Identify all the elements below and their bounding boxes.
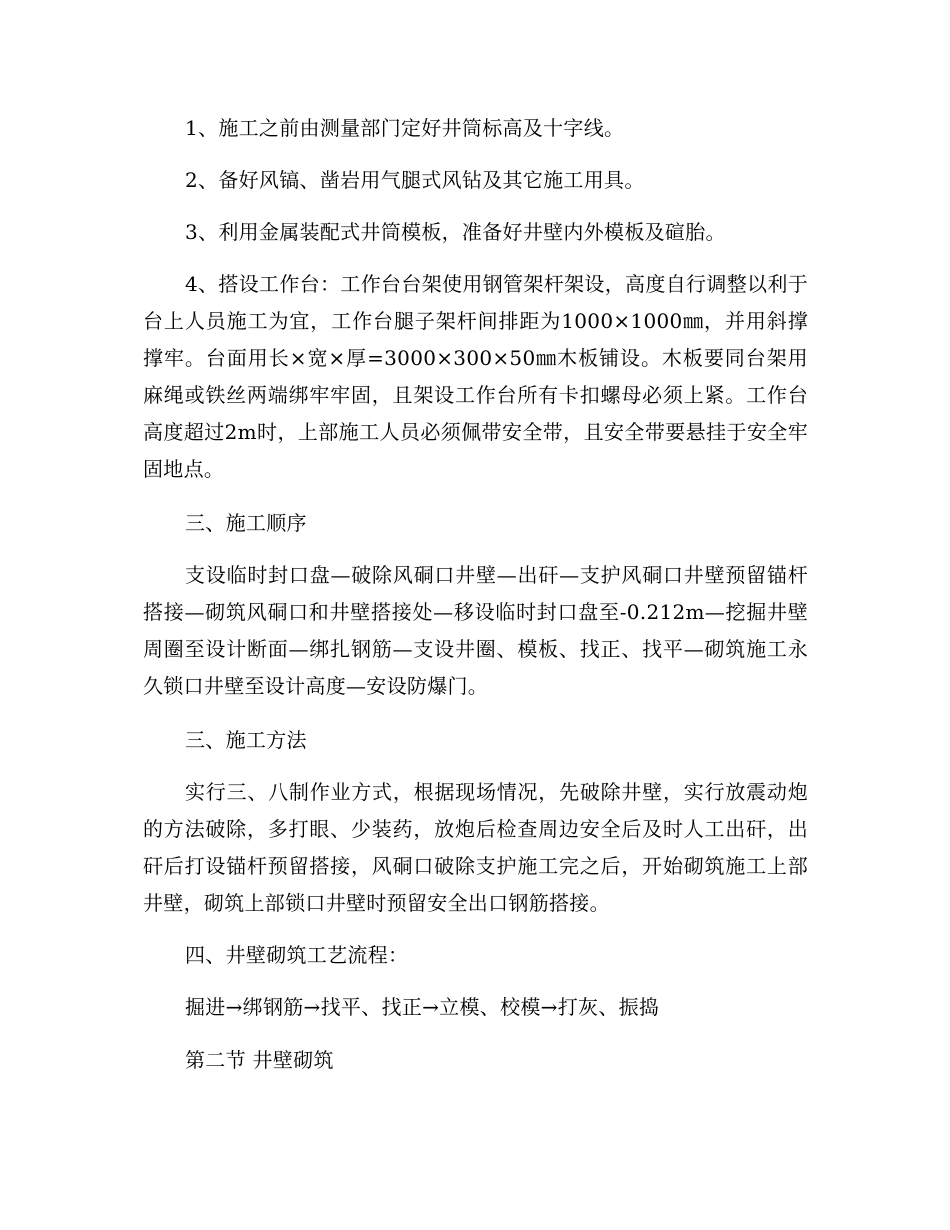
step-3-formwork-paragraph: 3、利用金属装配式井筒模板，准备好井壁内外模板及碹胎。: [185, 220, 726, 244]
construction-method-heading: 三、施工方法: [185, 728, 307, 752]
construction-sequence-heading: 三、施工顺序: [185, 511, 307, 535]
section-two-heading: 第二节 井壁砌筑: [185, 1048, 334, 1072]
construction-method-paragraph: 实行三、八制作业方式，根据现场情况，先破除井壁，实行放震动炮的方法破除，多打眼、少装药，放炮后检查周边安全后及时人工出矸，出矸后打设锚杆预留搭接，风硐口破除支护施工完之后，开始砌筑施工上部井壁，砌筑上部锁口井壁时预留安全出口钢筋搭接。: [143, 780, 808, 915]
construction-sequence-paragraph: 支设临时封口盘—破除风硐口井壁—出矸—支护风硐口井壁预留锚杆搭接—砌筑风硐口和井壁搭接处—移设临时封口盘至-0.212m—挖掘井壁周圈至设计断面—绑扎钢筋—支设井圈、模板、找正、找平—砌筑施工永久锁口井壁至设计高度—安设防爆门。: [143, 563, 808, 698]
process-flow-heading: 四、井壁砌筑工艺流程：: [185, 943, 409, 967]
step-4-platform-paragraph: 4、搭设工作台：工作台台架使用钢管架杆架设，高度自行调整以利于台上人员施工为宜，工作台腿子架杆间排距为1000×1000㎜，并用斜撑撑牢。台面用长×宽×厚=3000×300×50㎜木板铺设。木板要同台架用麻绳或铁丝两端绑牢牢固，且架设工作台所有卡扣螺母必须上紧。工作台高度超过2m时，上部施工人员必须佩带安全带，且安全带要悬挂于安全牢固地点。: [143, 272, 808, 481]
step-1-survey-paragraph: 1、施工之前由测量部门定好井筒标高及十字线。: [185, 116, 625, 140]
process-flow-paragraph: 掘进→绑钢筋→找平、找正→立模、校模→打灰、振捣: [185, 995, 660, 1019]
step-2-tools-paragraph: 2、备好风镐、凿岩用气腿式风钻及其它施工用具。: [185, 168, 645, 192]
